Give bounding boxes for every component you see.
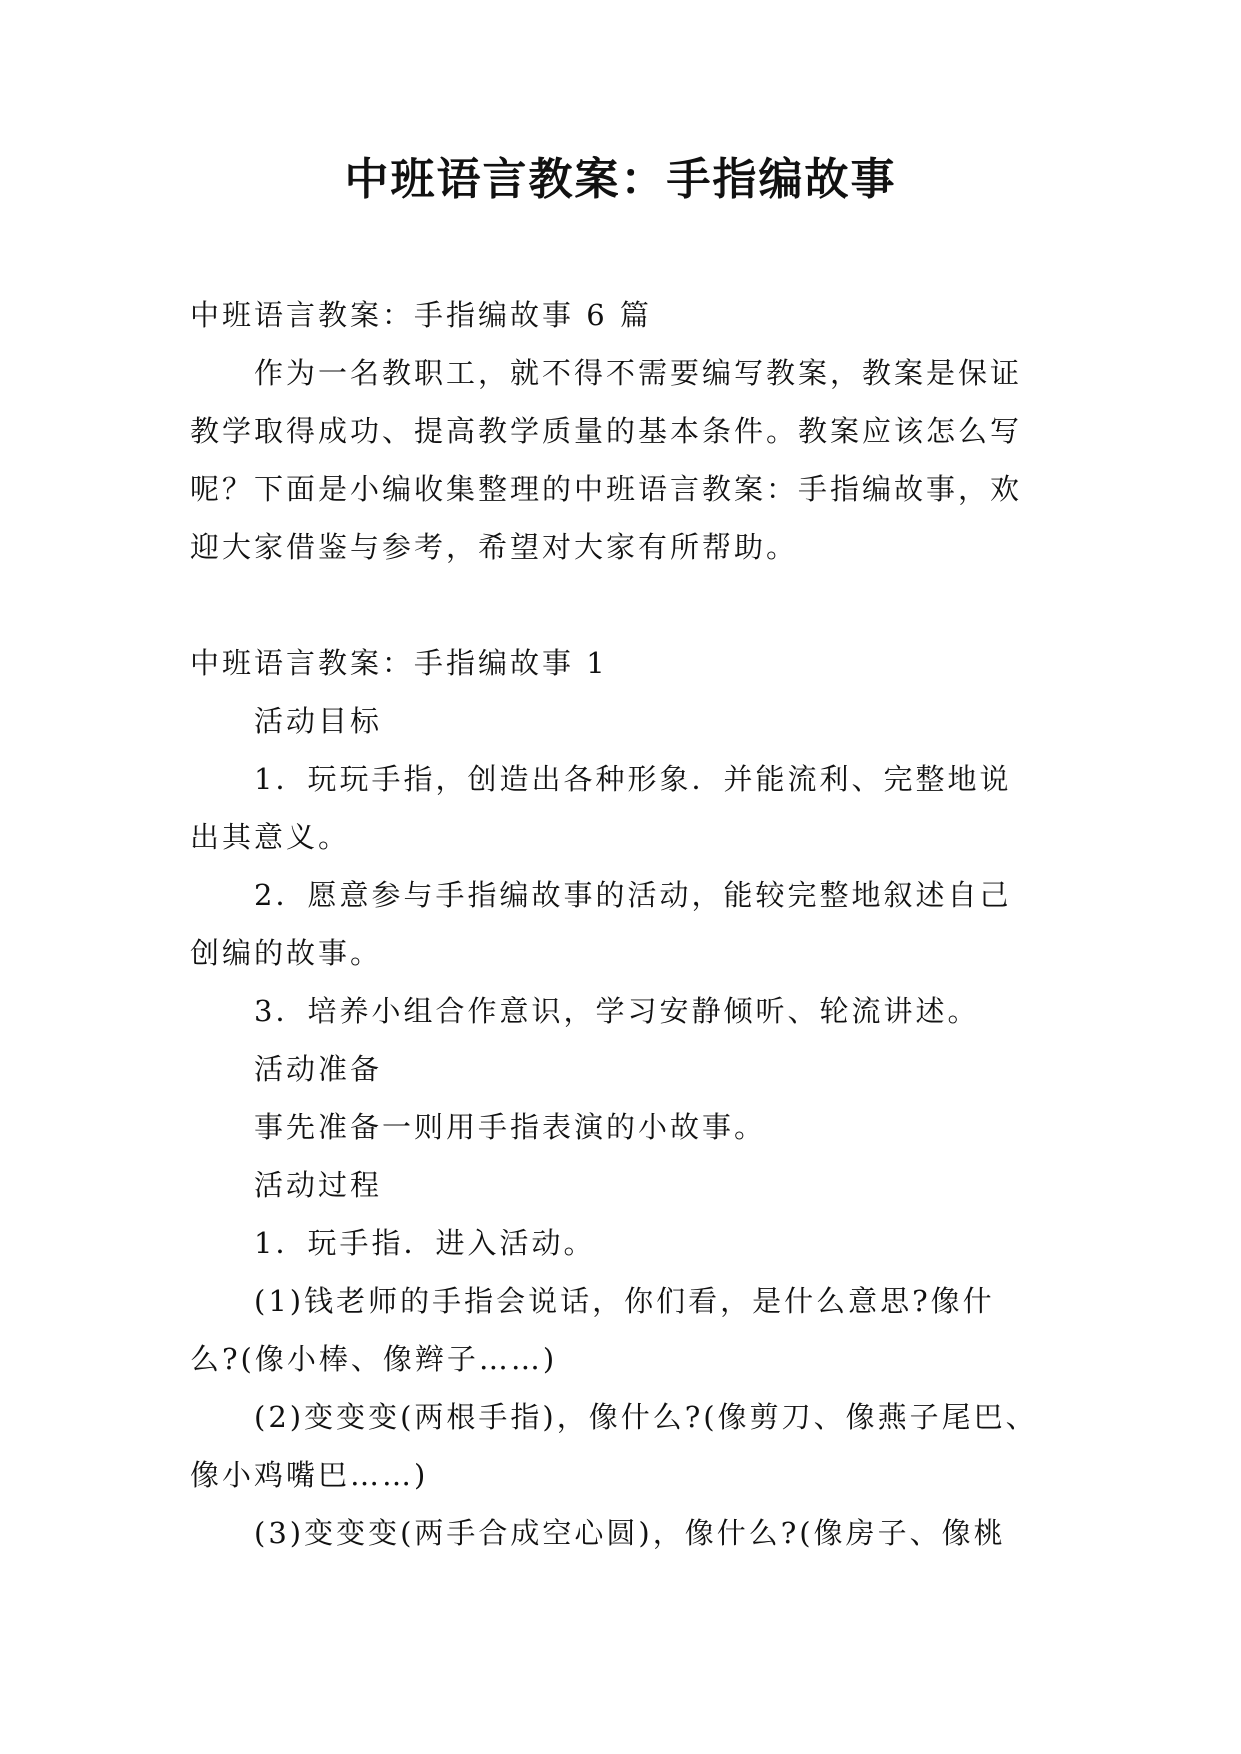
- process-step-line: (2)变变变(两根手指)，像什么?(像剪刀、像燕子尾巴、: [254, 1400, 1038, 1434]
- goal-item-line: 创编的故事。: [190, 936, 383, 970]
- intro-paragraph-line: 作为一名教职工，就不得不需要编写教案，教案是保证: [254, 356, 1023, 390]
- process-step-line: 么?(像小棒、像辫子……): [190, 1342, 558, 1376]
- process-step-line: (1)钱老师的手指会说话，你们看，是什么意思?像什: [254, 1284, 995, 1318]
- intro-heading: 中班语言教案：手指编故事 6 篇: [190, 298, 652, 332]
- preparation-text: 事先准备一则用手指表演的小故事。: [254, 1110, 767, 1144]
- process-step-line: 像小鸡嘴巴……): [190, 1458, 429, 1492]
- process-step-line: 1．玩手指．进入活动。: [254, 1226, 596, 1260]
- section-heading: 中班语言教案：手指编故事 1: [190, 646, 608, 680]
- subheading-preparation: 活动准备: [254, 1052, 383, 1086]
- document-body: [190, 286, 1050, 1562]
- goal-item-line: 3．培养小组合作意识，学习安静倾听、轮流讲述。: [254, 994, 980, 1028]
- document-title: 中班语言教案：手指编故事: [344, 154, 897, 205]
- goal-item-line: 1．玩玩手指，创造出各种形象．并能流利、完整地说: [254, 762, 1012, 796]
- intro-paragraph-line: 迎大家借鉴与参考，希望对大家有所帮助。: [190, 530, 799, 564]
- intro-paragraph-line: 教学取得成功、提高教学质量的基本条件。教案应该怎么写: [190, 414, 1023, 448]
- subheading-process: 活动过程: [254, 1168, 383, 1202]
- paragraph-gap: [190, 576, 1050, 634]
- goal-item-line: 出其意义。: [190, 820, 351, 854]
- process-step-line: (3)变变变(两手合成空心圆)，像什么?(像房子、像桃: [254, 1516, 1006, 1550]
- goal-item-line: 2．愿意参与手指编故事的活动，能较完整地叙述自己: [254, 878, 1012, 912]
- intro-paragraph-line: 呢？下面是小编收集整理的中班语言教案：手指编故事，欢: [190, 472, 1023, 506]
- subheading-goals: 活动目标: [254, 704, 383, 738]
